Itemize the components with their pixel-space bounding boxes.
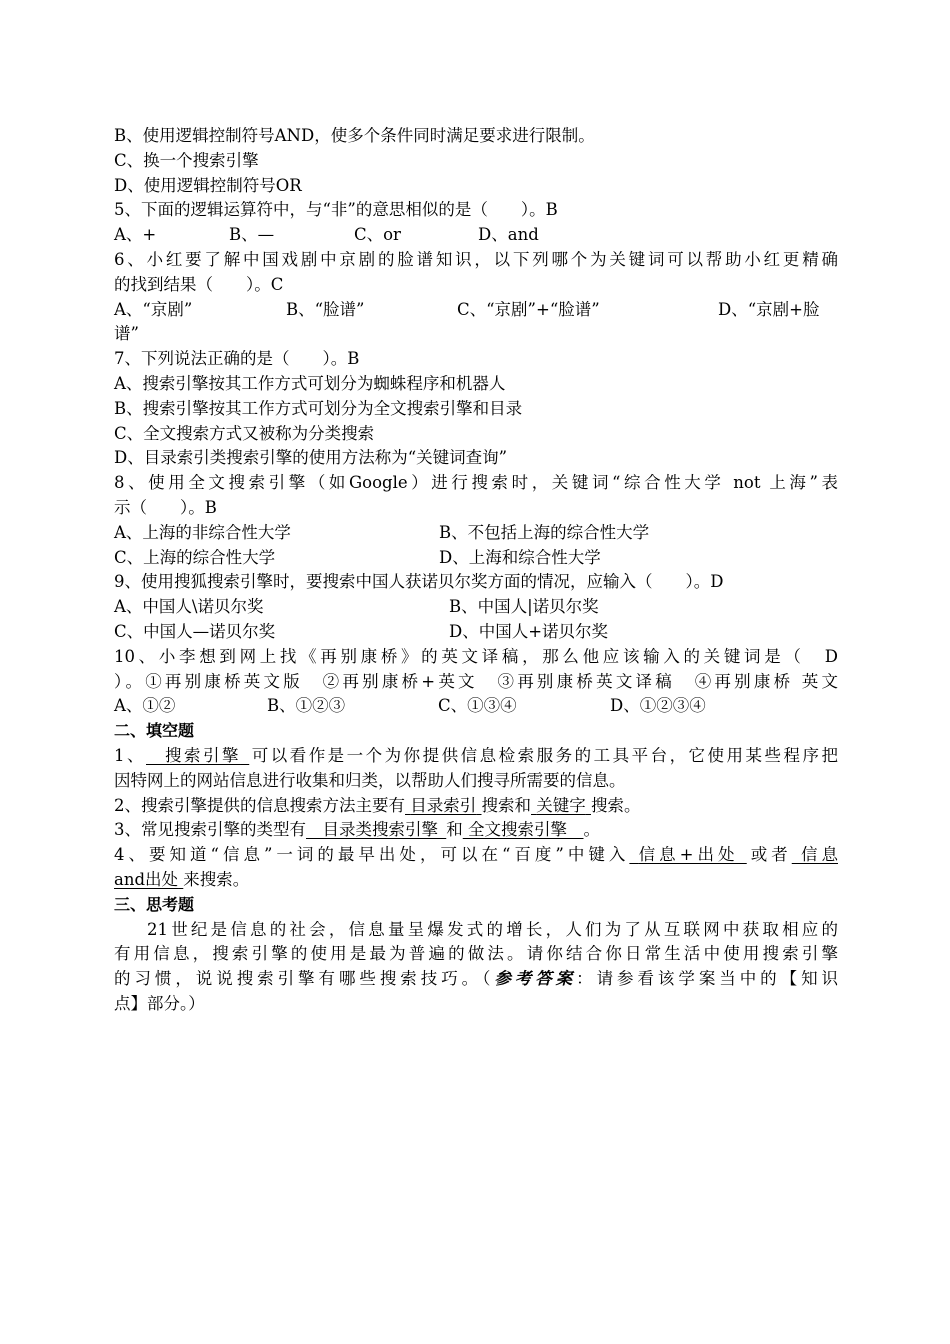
document-body	[114, 124, 838, 1017]
option-5c: C、or	[354, 225, 401, 245]
fill-4-answer-2-cont	[114, 870, 183, 889]
fill-3-answer-2	[463, 820, 584, 839]
option-8c: C、上海的综合性大学	[114, 547, 276, 567]
section-3-heading: 三、思考题	[114, 894, 195, 914]
fill-4-answer-2-cont-text: and出处	[114, 869, 179, 889]
essay-line-3	[114, 967, 838, 992]
fill-1-answer-text: 搜索引擎	[162, 745, 241, 765]
option-10d: D、①②③④	[610, 696, 706, 716]
question-8-stem-cont: 示（ ）。B	[114, 497, 217, 517]
fill-4-answer-1	[629, 845, 746, 864]
fill-2-answer-2-text: 关键字	[536, 795, 586, 815]
essay-line-2: 有用信息，搜索引擎的使用是最为普遍的做法。请你结合你日常生活中使用搜索引擎	[114, 944, 838, 964]
question-7-stem: 7、下列说法正确的是（ ）。B	[114, 349, 360, 369]
question-6-stem-cont: 的找到结果（ ）。C	[114, 274, 284, 294]
question-6-options	[114, 298, 838, 323]
option-7c: C、全文搜索方式又被称为分类搜索	[114, 423, 375, 443]
option-5a: A、+	[114, 225, 157, 245]
option-6a: A、“京剧”	[114, 299, 193, 319]
section-2-heading: 二、填空题	[114, 721, 195, 741]
fill-4-prefix: 4、要知道“信息”一词的最早出处，可以在“百度”中键入	[114, 845, 630, 865]
fill-3	[114, 818, 838, 843]
fill-4	[114, 843, 838, 868]
reference-answer-label: 参考答案	[494, 969, 577, 989]
fill-1-prefix: 1、	[114, 745, 146, 765]
question-6-stem: 6、小红要了解中国戏剧中京剧的脸谱知识，以下列哪个为关键词可以帮助小红更精确	[114, 249, 838, 269]
option-8a: A、上海的非综合性大学	[114, 522, 291, 542]
option-7d: D、目录索引类搜索引擎的使用方法称为“关键词查询”	[114, 448, 508, 468]
option-6b: B、“脸谱”	[286, 299, 365, 319]
fill-4-mid: 或者	[746, 845, 792, 865]
question-9-options-row2	[114, 620, 838, 645]
option-10b: B、①②③	[267, 696, 346, 716]
fill-2-answer-1	[405, 796, 482, 815]
fill-2	[114, 794, 838, 819]
option-8d: D、上海和综合性大学	[439, 547, 601, 567]
option-9b: B、中国人|诺贝尔奖	[449, 597, 599, 617]
question-5-stem: 5、下面的逻辑运算符中，与“非”的意思相似的是（ ）。B	[114, 200, 558, 220]
fill-1-cont: 因特网上的网站信息进行收集和归类，以帮助人们搜寻所需要的信息。	[114, 770, 626, 790]
fill-3-mid: 和	[446, 820, 463, 840]
essay-line-3-text: 的习惯，说说搜索引擎有哪些搜索技巧。（	[114, 969, 495, 989]
option-10c: C、①③④	[438, 696, 517, 716]
fill-3-answer-2-text: 全文搜索引擎	[468, 820, 567, 840]
option-8b: B、不包括上海的综合性大学	[439, 522, 650, 542]
fill-3-suffix: 。	[583, 820, 600, 840]
question-8-options-row1	[114, 521, 838, 546]
fill-4-answer-1-text: 信息+出处	[638, 845, 739, 865]
option-10a: A、①②	[114, 696, 176, 716]
option-9d: D、中国人+诺贝尔奖	[449, 621, 609, 641]
option-7a: A、搜索引擎按其工作方式可划分为蜘蛛程序和机器人	[114, 373, 506, 393]
fill-2-mid: 搜索和	[481, 795, 531, 815]
option-9a: A、中国人\诺贝尔奖	[114, 597, 264, 617]
fill-1	[114, 744, 838, 769]
option-4d: D、使用逻辑控制符号OR	[114, 175, 302, 195]
essay-line-4: 点】部分。）	[114, 993, 205, 1013]
fill-3-answer-1-text: 目录类搜索引擎	[322, 820, 438, 840]
fill-4-cont	[114, 868, 838, 893]
fill-4-answer-2	[792, 845, 838, 864]
option-9c: C、中国人—诺贝尔奖	[114, 621, 276, 641]
option-6c: C、“京剧”+“脸谱”	[457, 299, 600, 319]
essay-line-3-suffix: ：请参看该学案当中的【知识	[576, 969, 838, 989]
option-7b: B、搜索引擎按其工作方式可划分为全文搜索引擎和目录	[114, 398, 523, 418]
question-10-stem: 10、小李想到网上找《再别康桥》的英文译稿，那么他应该输入的关键词是（ D	[114, 646, 838, 666]
essay-line-1: 21世纪是信息的社会，信息量呈爆发式的增长，人们为了从互联网中获取相应的	[147, 919, 838, 939]
fill-1-answer	[146, 746, 249, 765]
option-6d: D、“京剧+脸	[718, 299, 820, 319]
fill-4-answer-2-text: 信息	[801, 845, 838, 865]
question-9-stem: 9、使用搜狐搜索引擎时，要搜索中国人获诺贝尔奖方面的情况，应输入（ ）。D	[114, 572, 724, 592]
question-10-stem-cont: ）。①再别康桥英文版 ②再别康桥+英文 ③再别康桥英文译稿 ④再别康桥 英文	[114, 671, 838, 691]
fill-2-suffix: 搜索。	[591, 795, 641, 815]
fill-2-answer-1-text: 目录索引	[410, 795, 477, 815]
option-5d: D、and	[478, 225, 539, 245]
fill-2-answer-2	[531, 796, 591, 815]
fill-3-answer-1	[306, 820, 446, 839]
question-8-stem: 8、使用全文搜索引擎（如Google）进行搜索时，关键词“综合性大学 not 上海”表	[114, 473, 838, 493]
question-10-options	[114, 694, 838, 719]
fill-3-prefix: 3、常见搜索引擎的类型有	[114, 820, 306, 840]
fill-4-suffix: 来搜索。	[183, 869, 250, 889]
option-4b: B、使用逻辑控制符号AND，使多个条件同时满足要求进行限制。	[114, 126, 595, 145]
question-9-options-row1	[114, 595, 838, 620]
question-5-options	[114, 223, 838, 248]
option-6d-cont: 谱”	[114, 324, 139, 344]
option-5b: B、—	[229, 225, 275, 245]
fill-1-text: 可以看作是一个为你提供信息检索服务的工具平台，它使用某些程序把	[249, 745, 838, 765]
fill-2-prefix: 2、搜索引擎提供的信息搜索方法主要有	[114, 795, 405, 815]
question-8-options-row2	[114, 546, 838, 571]
option-4c: C、换一个搜索引擎	[114, 150, 259, 170]
